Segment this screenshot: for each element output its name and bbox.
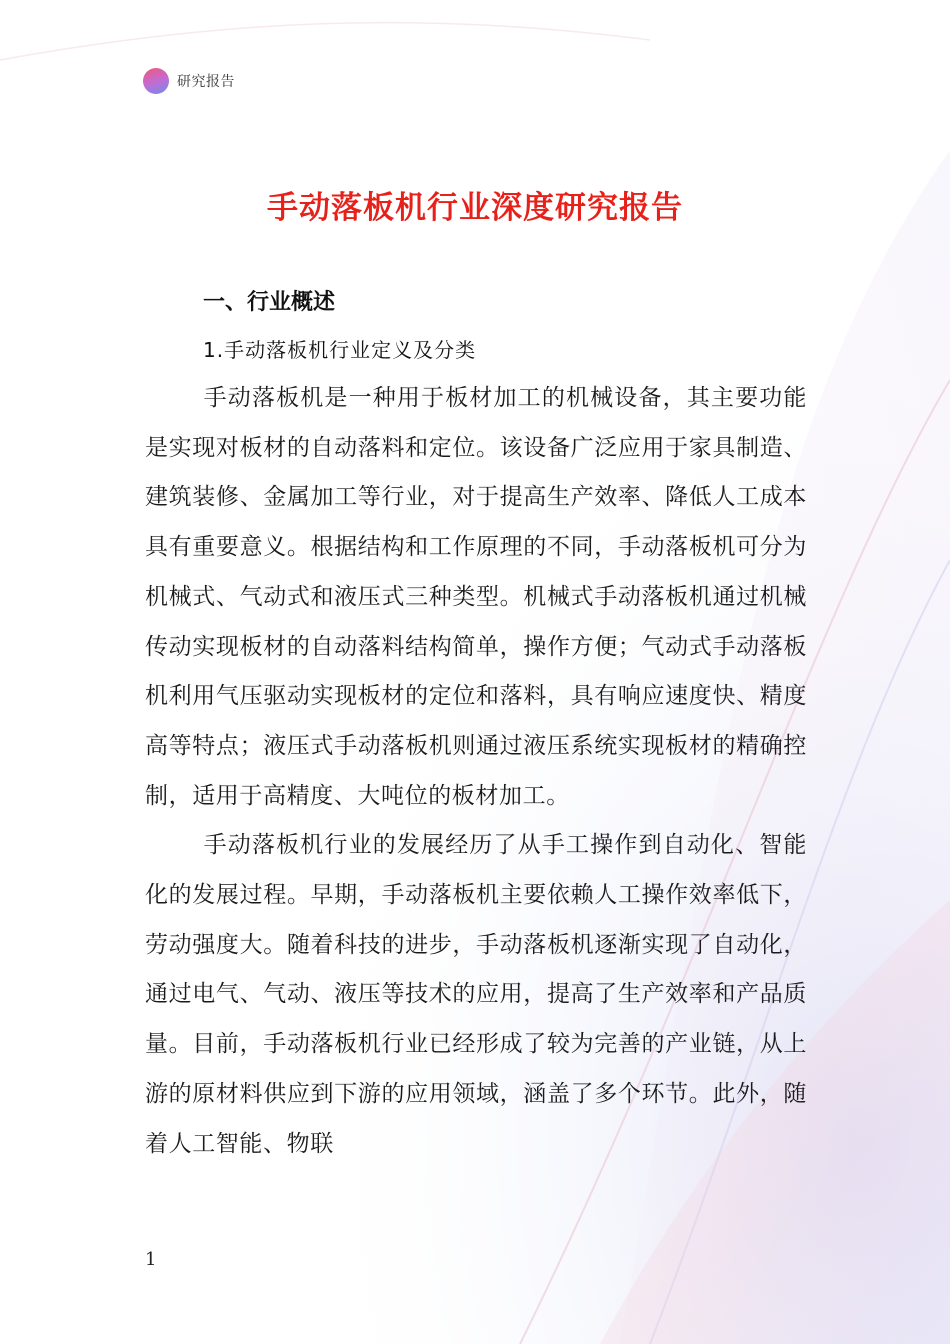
paragraph: 手动落板机是一种用于板材加工的机械设备，其主要功能是实现对板材的自动落料和定位。该设备广泛应用于家具制造、建筑装修、金属加工等行业，对于提高生产效率、降低人工成本具有重要意义。根据结构和工作原理的不同，手动落板机可分为机械式、气动式和液压式三种类型。机械式手动落板机通过机械传动实现板材的自动落料结构简单，操作方便；气动式手动落板机利用气压驱动实现板材的定位和落料，具有响应速度快、精度高等特点；液压式手动落板机则通过液压系统实现板材的精确控制，适用于高精度、大吨位的板材加工。 (145, 385, 807, 809)
page-number: 1 (145, 1249, 157, 1270)
brand-logo-icon (143, 68, 169, 94)
section-heading: 一、行业概述 (203, 290, 336, 315)
header-label: 研究报告 (177, 74, 235, 90)
report-header (143, 66, 235, 96)
paragraph: 手动落板机行业的发展经历了从手工操作到自动化、智能化的发展过程。早期，手动落板机主要依赖人工操作效率低下，劳动强度大。随着科技的进步，手动落板机逐渐实现了自动化，通过电气、气动、液压等技术的应用，提高了生产效率和产品质量。目前，手动落板机行业已经形成了较为完善的产业链，从上游的原材料供应到下游的应用领域，涵盖了多个环节。此外，随着人工智能、物联 (145, 832, 807, 1157)
subsection-heading: 1.手动落板机行业定义及分类 (203, 338, 477, 362)
document-title: 手动落板机行业深度研究报告 (267, 190, 683, 226)
document-body (145, 282, 807, 1169)
